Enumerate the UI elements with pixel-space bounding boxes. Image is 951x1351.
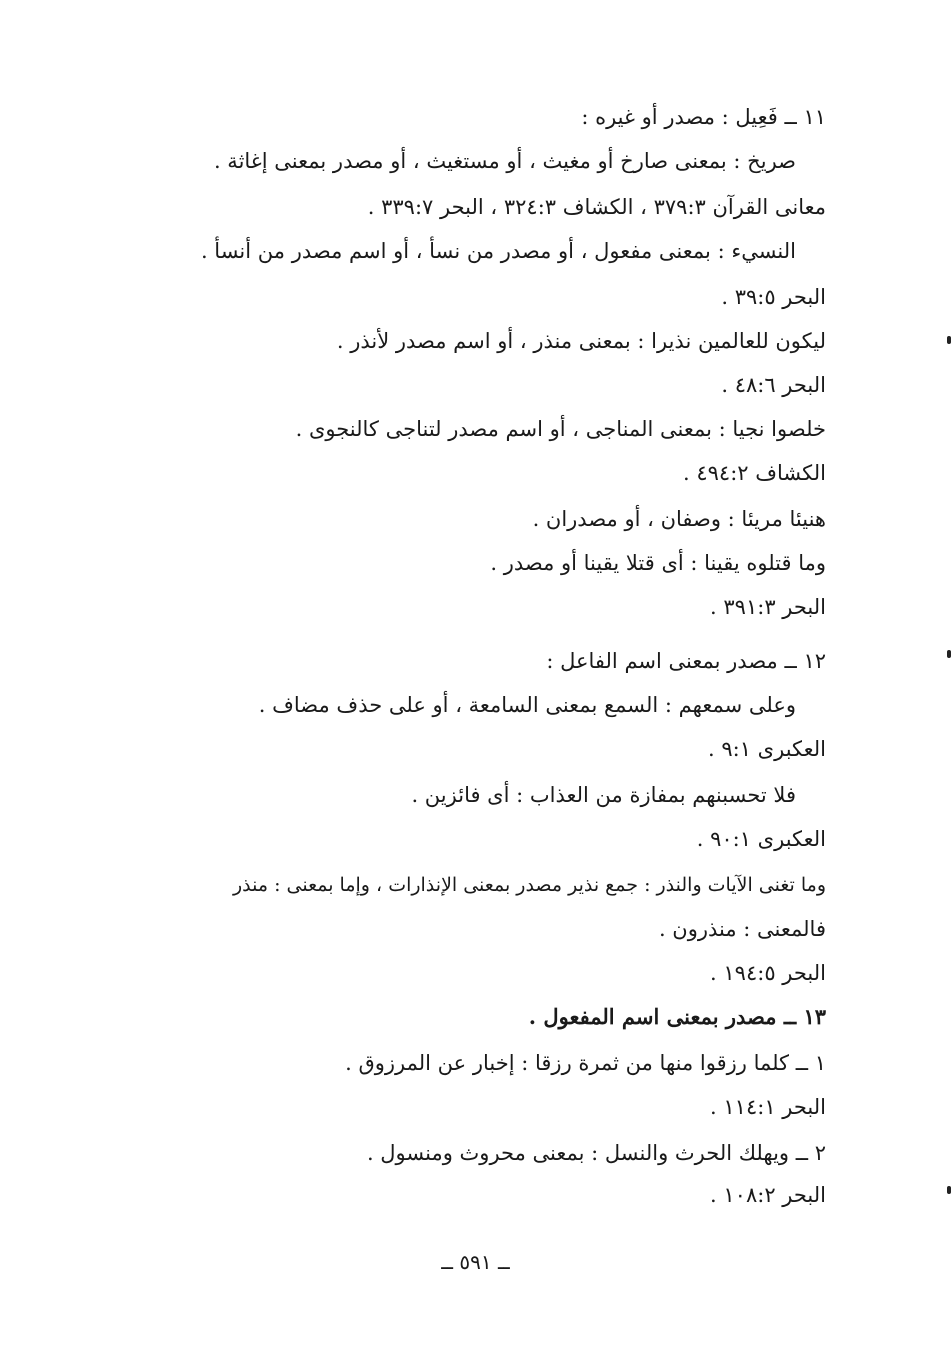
entry-text: هنيئا مريئا : وصفان ، أو مصدران . [532, 507, 826, 531]
entry-text: صريخ : بمعنى صارخ أو مغيث ، أو مستغيث ، أو مصدر بمعنى إغاثة . [213, 149, 796, 173]
reference-text: البحر ٤٨:٦ . [721, 373, 826, 397]
scan-mark [947, 1186, 951, 1194]
entry-text: فلا تحسبنهم بمفازة من العذاب : أى فائزين . [411, 783, 796, 807]
entry-text: خلصوا نجيا : بمعنى المناجى ، أو اسم مصدر لتناجى كالنجوى . [295, 417, 826, 441]
entry-text: ١ ــ كلما رزقوا منها من ثمرة رزقا : إخبار عن المرزوق . [345, 1051, 826, 1075]
entry-text: فالمعنى : منذرون . [658, 917, 826, 941]
entry-text: ليكون للعالمين نذيرا : بمعنى منذر ، أو اسم مصدر لأنذر . [336, 329, 826, 353]
entry-text: النسيء : بمعنى مفعول ، أو مصدر من نسأ ، أو اسم مصدر من أنسأ . [200, 239, 796, 263]
reference-text: العكبرى ٩٠:١ . [696, 827, 826, 851]
reference-text: العكبرى ٩:١ . [708, 737, 826, 761]
reference-text: البحر ٣٩١:٣ . [710, 595, 826, 619]
reference-text: البحر ١٩٤:٥ . [710, 961, 826, 985]
reference-text: معانى القرآن ٣٧٩:٣ ، الكشاف ٣٢٤:٣ ، البحر ٣٣٩:٧ . [367, 195, 826, 219]
entry-text: وعلى سمعهم : السمع بمعنى السامعة ، أو على حذف مضاف . [258, 693, 796, 717]
scan-mark [947, 650, 951, 658]
section-heading-13: ١٣ ــ مصدر بمعنى اسم المفعول . [528, 1004, 826, 1029]
reference-text: البحر ١١٤:١ . [710, 1095, 826, 1119]
section-heading-12: ١٢ ــ مصدر بمعنى اسم الفاعل : [546, 649, 826, 673]
reference-text: الكشاف ٤٩٤:٢ . [683, 461, 826, 485]
reference-text: البحر ١٠٨:٢ . [710, 1183, 826, 1207]
entry-text: وما قتلوه يقينا : أى قتلا يقينا أو مصدر . [490, 551, 826, 575]
scan-mark [947, 336, 951, 344]
page-number: ــ ٥٩١ ــ [441, 1250, 510, 1274]
reference-text: البحر ٣٩:٥ . [721, 285, 826, 309]
entry-text: ٢ ــ ويهلك الحرث والنسل : بمعنى محروث ومنسول . [366, 1141, 826, 1165]
section-heading-11: ١١ ــ فَعِيل : مصدر أو غيره : [581, 105, 826, 129]
entry-text: وما تغنى الآيات والنذر : جمع نذير مصدر بمعنى الإنذارات ، وإما بمعنى : منذر [232, 874, 826, 896]
